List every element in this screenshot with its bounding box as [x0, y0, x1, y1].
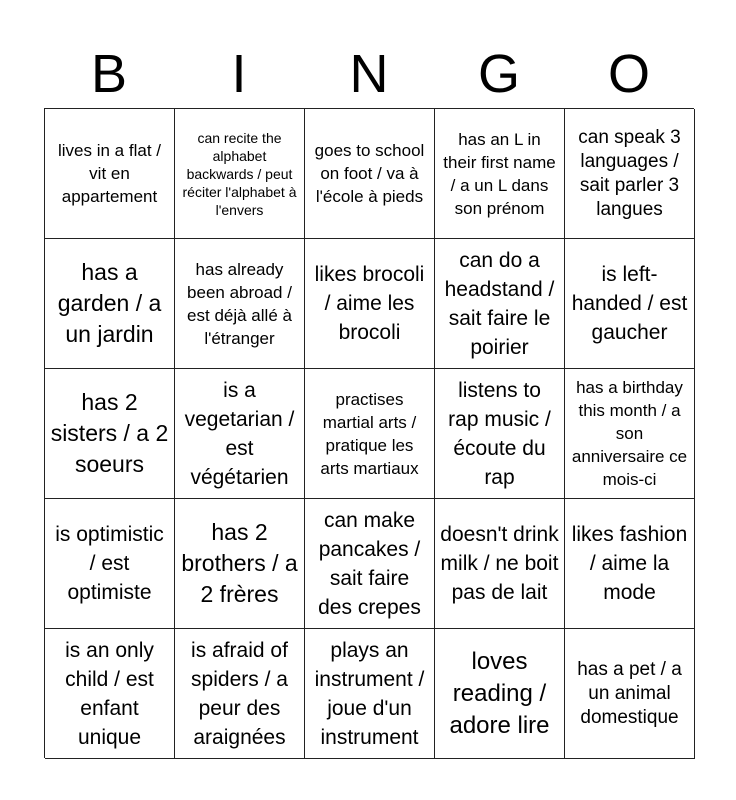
- bingo-cell[interactable]: [45, 109, 175, 239]
- cell-text: goes to school on foot / va à l'école à pieds: [314, 141, 425, 206]
- bingo-cell[interactable]: [435, 369, 565, 499]
- bingo-cell[interactable]: [45, 369, 175, 499]
- title-letter-i: I: [231, 44, 247, 104]
- cell-text: can make pancakes / sait faire des crepes: [318, 508, 421, 619]
- bingo-cell[interactable]: [435, 239, 565, 369]
- bingo-cell[interactable]: [175, 499, 305, 629]
- bingo-cell[interactable]: [45, 499, 175, 629]
- bingo-cell[interactable]: [565, 369, 695, 499]
- bingo-title: [44, 40, 694, 108]
- bingo-cell[interactable]: [175, 629, 305, 759]
- bingo-cell[interactable]: [305, 109, 435, 239]
- cell-text: likes fashion / aime la mode: [571, 523, 688, 604]
- cell-text: has 2 sisters / a 2 soeurs: [50, 389, 169, 477]
- cell-text: can recite the alphabet backwards / peut réciter l'alphabet à l'envers: [182, 129, 297, 218]
- cell-text: has 2 brothers / a 2 frères: [181, 519, 298, 607]
- cell-text: has a pet / a un animal domestique: [577, 658, 682, 728]
- cell-text: loves reading / adore lire: [449, 647, 550, 739]
- bingo-cell[interactable]: [305, 369, 435, 499]
- bingo-cell[interactable]: [175, 109, 305, 239]
- cell-text: likes brocoli / aime les brocoli: [314, 263, 425, 344]
- cell-text: has already been abroad / est déjà allé à l'étranger: [187, 259, 292, 348]
- bingo-cell[interactable]: [435, 629, 565, 759]
- cell-text: practises martial arts / pratique les arts martiaux: [320, 389, 419, 478]
- cell-text: has a garden / a un jardin: [57, 259, 162, 347]
- bingo-cell[interactable]: [175, 369, 305, 499]
- cell-text: has a birthday this month / a son anniversaire ce mois-ci: [571, 378, 688, 489]
- cell-text: is optimistic / est optimiste: [55, 523, 164, 604]
- bingo-cell[interactable]: [305, 629, 435, 759]
- bingo-cell[interactable]: [565, 109, 695, 239]
- bingo-cell[interactable]: [305, 499, 435, 629]
- bingo-cell[interactable]: [435, 109, 565, 239]
- bingo-grid: [44, 108, 694, 758]
- bingo-cell[interactable]: [565, 239, 695, 369]
- bingo-cell[interactable]: [565, 499, 695, 629]
- bingo-cell[interactable]: [45, 629, 175, 759]
- cell-text: listens to rap music / écoute du rap: [448, 378, 551, 489]
- cell-text: plays an instrument / joue d'un instrument: [314, 638, 425, 749]
- bingo-cell[interactable]: [45, 239, 175, 369]
- bingo-cell[interactable]: [435, 499, 565, 629]
- cell-text: is a vegetarian / est végétarien: [184, 378, 295, 489]
- bingo-cell[interactable]: [305, 239, 435, 369]
- cell-text: can speak 3 languages / sait parler 3 langues: [578, 126, 681, 220]
- title-letter-o: O: [607, 44, 650, 104]
- cell-text: can do a headstand / sait faire le poirier: [444, 248, 555, 359]
- bingo-cell[interactable]: [565, 629, 695, 759]
- cell-text: doesn't drink milk / ne boit pas de lait: [440, 523, 559, 604]
- cell-text: has an L in their first name / a un L dans son prénom: [443, 129, 556, 218]
- cell-text: is afraid of spiders / a peur des araignées: [191, 638, 288, 749]
- cell-text: is left-handed / est gaucher: [571, 263, 688, 344]
- title-letter-g: G: [477, 44, 520, 104]
- title-letter-n: N: [349, 44, 389, 104]
- cell-text: is an only child / est enfant unique: [65, 638, 154, 749]
- title-letter-b: B: [90, 44, 128, 104]
- cell-text: lives in a flat / vit en appartement: [58, 141, 161, 206]
- bingo-cell[interactable]: [175, 239, 305, 369]
